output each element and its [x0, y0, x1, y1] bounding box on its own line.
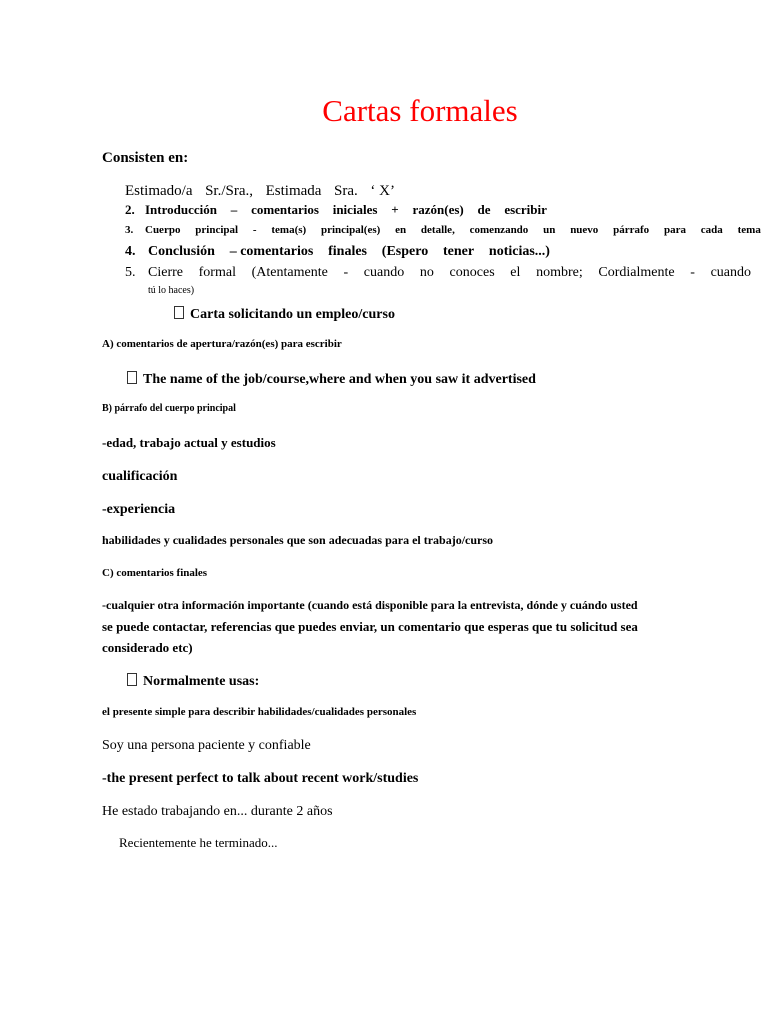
para-c-line-2: se puede contactar, referencias que puedes enviar, un comentario que esperas que tu solicitud sea — [102, 619, 638, 634]
list-number: 3. — [125, 224, 134, 236]
list-number: 4. — [125, 244, 136, 259]
bullet-square-icon — [174, 306, 184, 319]
list-item-conclusion: Conclusión – comentarios finales (Espero tener noticias...) — [148, 244, 550, 259]
line-habilidades: habilidades y cualidades personales que son adecuadas para el trabajo/curso — [102, 533, 494, 547]
bullet-square-icon — [127, 371, 137, 384]
section-heading-carta: Carta solicitando un empleo/curso — [174, 306, 395, 322]
line-presente-simple: el presente simple para describir habilidades/cualidades personales — [102, 706, 417, 718]
para-c-line-1: -cualquier otra información importante (cuando está disponible para la entrevista, dónde y cuándo usted — [102, 598, 638, 612]
section-b-label: B) párrafo del cuerpo principal — [102, 403, 236, 414]
para-c-line-3: considerado etc) — [102, 640, 193, 655]
list-item-salutation: Estimado/a Sr./Sra., Estimada Sra. ‘ X’ — [125, 183, 395, 199]
line-recientemente: Recientemente he terminado... — [119, 835, 278, 850]
section-c-label: C) comentarios finales — [102, 567, 208, 579]
list-item-cuerpo: Cuerpo principal - tema(s) principal(es) en detalle, comenzando un nuevo párrafo para cada tema — [145, 224, 761, 236]
line-soy-persona: Soy una persona paciente y confiable — [102, 738, 311, 753]
list-item-cierre: Cierre formal (Atentamente - cuando no conoces el nombre; Cordialmente - cuando — [148, 265, 751, 280]
intro-heading: Consisten en: — [102, 150, 189, 166]
line-edad: -edad, trabajo actual y estudios — [102, 435, 276, 450]
section-heading-normalmente: Normalmente usas: — [127, 673, 259, 689]
list-item-introduccion: Introducción – comentarios iniciales + razón(es) de escribir — [145, 202, 547, 217]
line-cualificacion: cualificación — [102, 469, 178, 484]
list-number: 5. — [125, 265, 136, 280]
page-title: Cartas formales — [322, 93, 518, 128]
line-he-estado: He estado trabajando en... durante 2 años — [102, 804, 333, 819]
section-heading-job: The name of the job/course,where and when you saw it advertised — [127, 371, 536, 387]
list-number: 2. — [125, 202, 135, 217]
list-item-cierre-continuation: tú lo haces) — [148, 285, 195, 296]
bullet-square-icon — [127, 673, 137, 686]
line-experiencia: -experiencia — [102, 502, 176, 517]
section-a-label: A) comentarios de apertura/razón(es) para escribir — [102, 338, 342, 350]
line-present-perfect: -the present perfect to talk about recent work/studies — [102, 771, 419, 786]
